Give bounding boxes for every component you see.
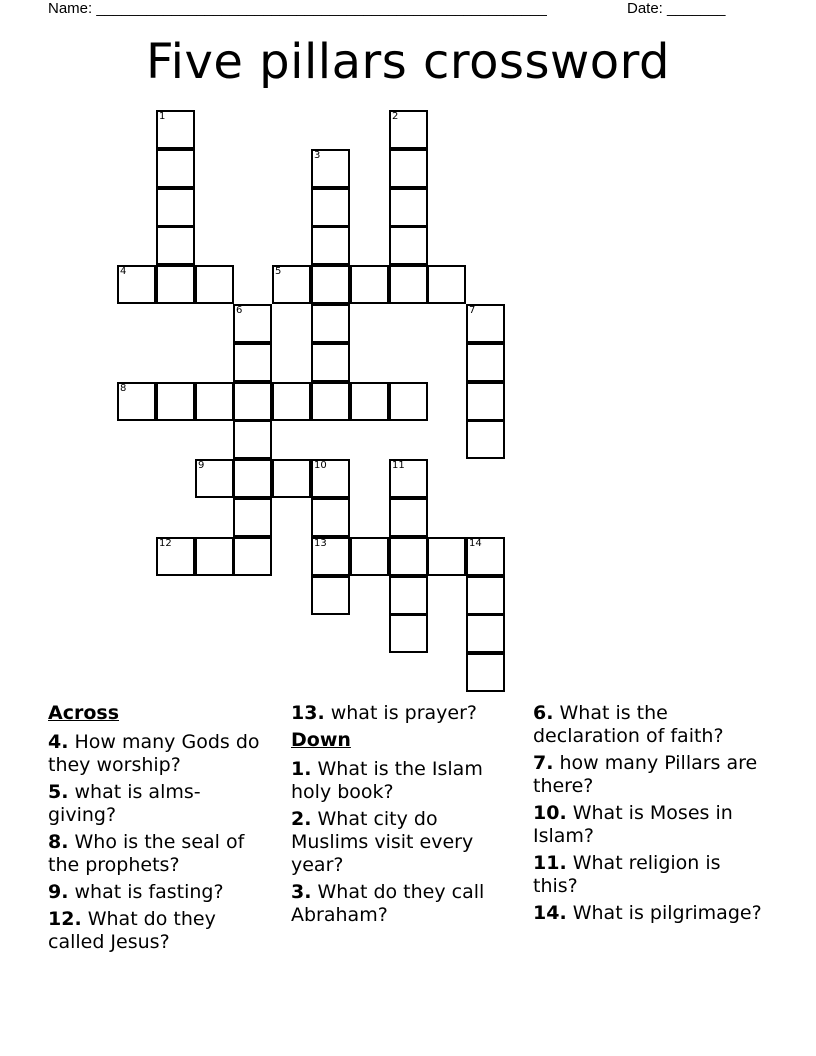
grid-cell[interactable] xyxy=(117,265,156,304)
grid-cell[interactable] xyxy=(350,382,389,421)
cell-number: 5 xyxy=(275,266,282,277)
grid-cell[interactable] xyxy=(427,537,466,576)
grid-cell[interactable] xyxy=(233,382,272,421)
grid-cell[interactable] xyxy=(389,459,428,498)
grid-cell[interactable] xyxy=(466,576,505,615)
grid-cell[interactable] xyxy=(466,420,505,459)
down-clue: 2. What city do Muslims visit every year? xyxy=(291,808,474,876)
grid-cell[interactable] xyxy=(389,614,428,653)
grid-cell[interactable] xyxy=(195,537,234,576)
across-clue: 9. what is fasting? xyxy=(48,881,224,903)
grid-cell[interactable] xyxy=(311,304,350,343)
grid-cell[interactable] xyxy=(389,265,428,304)
clue-column-3 xyxy=(533,702,763,929)
grid-cell[interactable] xyxy=(466,382,505,421)
grid-cell[interactable] xyxy=(195,459,234,498)
down-clue: 1. What is the Islam holy book? xyxy=(291,758,483,803)
grid-cell[interactable] xyxy=(389,576,428,615)
grid-cell[interactable] xyxy=(389,110,428,149)
cell-number: 6 xyxy=(236,305,243,316)
down-clue: 6. What is the declaration of faith? xyxy=(533,702,724,747)
down-clue: 14. What is pilgrimage? xyxy=(533,902,762,924)
grid-cell[interactable] xyxy=(233,459,272,498)
grid-cell[interactable] xyxy=(350,265,389,304)
grid-cell[interactable] xyxy=(389,149,428,188)
clue-column-1 xyxy=(48,702,263,958)
cell-number: 8 xyxy=(120,383,127,394)
cell-number: 13 xyxy=(314,538,327,549)
grid-cell[interactable] xyxy=(466,537,505,576)
grid-cell[interactable] xyxy=(233,537,272,576)
cell-number: 12 xyxy=(159,538,172,549)
grid-cell[interactable] xyxy=(311,382,350,421)
grid-cell[interactable] xyxy=(233,304,272,343)
name-line: Name: ______________________________________________________ xyxy=(48,0,547,17)
grid-cell[interactable] xyxy=(311,343,350,382)
grid-cell[interactable] xyxy=(311,265,350,304)
cell-number: 4 xyxy=(120,266,127,277)
grid-cell[interactable] xyxy=(272,382,311,421)
date-line: Date: _______ xyxy=(627,0,726,17)
down-clue: 7. how many Pillars are there? xyxy=(533,752,758,797)
grid-cell[interactable] xyxy=(389,226,428,265)
grid-cell[interactable] xyxy=(117,382,156,421)
down-heading: Down xyxy=(291,729,351,751)
across-clue: 12. What do they called Jesus? xyxy=(48,908,216,953)
grid-cell[interactable] xyxy=(389,498,428,537)
grid-cell[interactable] xyxy=(466,304,505,343)
cell-number: 2 xyxy=(392,111,399,122)
grid-cell[interactable] xyxy=(311,149,350,188)
grid-cell[interactable] xyxy=(156,110,195,149)
grid-cell[interactable] xyxy=(389,188,428,227)
down-clue: 11. What religion is this? xyxy=(533,852,721,897)
down-clue: 3. What do they call Abraham? xyxy=(291,881,485,926)
across-clue: 13. what is prayer? xyxy=(291,702,477,724)
grid-cell[interactable] xyxy=(156,188,195,227)
grid-cell[interactable] xyxy=(311,459,350,498)
grid-cell[interactable] xyxy=(466,653,505,692)
grid-cell[interactable] xyxy=(389,537,428,576)
grid-cell[interactable] xyxy=(389,382,428,421)
grid-cell[interactable] xyxy=(195,382,234,421)
grid-cell[interactable] xyxy=(156,226,195,265)
down-clue: 10. What is Moses in Islam? xyxy=(533,802,733,847)
across-clue: 4. How many Gods do they worship? xyxy=(48,731,260,776)
grid-cell[interactable] xyxy=(427,265,466,304)
grid-cell[interactable] xyxy=(233,343,272,382)
grid-cell[interactable] xyxy=(311,226,350,265)
cell-number: 11 xyxy=(392,460,405,471)
page-title: Five pillars crossword xyxy=(146,34,670,90)
across-clue: 5. what is alms-giving? xyxy=(48,781,201,826)
across-clue: 8. Who is the seal of the prophets? xyxy=(48,831,245,876)
grid-cell[interactable] xyxy=(233,420,272,459)
grid-cell[interactable] xyxy=(156,382,195,421)
grid-cell[interactable] xyxy=(156,149,195,188)
grid-cell[interactable] xyxy=(350,537,389,576)
cell-number: 10 xyxy=(314,460,327,471)
cell-number: 3 xyxy=(314,150,321,161)
grid-cell[interactable] xyxy=(311,498,350,537)
grid-cell[interactable] xyxy=(466,343,505,382)
grid-cell[interactable] xyxy=(272,459,311,498)
grid-cell[interactable] xyxy=(311,576,350,615)
grid-cell[interactable] xyxy=(156,537,195,576)
across-heading: Across xyxy=(48,702,120,724)
grid-cell[interactable] xyxy=(272,265,311,304)
grid-cell[interactable] xyxy=(466,614,505,653)
grid-cell[interactable] xyxy=(156,265,195,304)
grid-cell[interactable] xyxy=(233,498,272,537)
cell-number: 1 xyxy=(159,111,166,122)
grid-cell[interactable] xyxy=(311,537,350,576)
clue-column-2 xyxy=(291,702,506,931)
cell-number: 14 xyxy=(469,538,482,549)
grid-cell[interactable] xyxy=(311,188,350,227)
cell-number: 9 xyxy=(198,460,205,471)
grid-cell[interactable] xyxy=(195,265,234,304)
cell-number: 7 xyxy=(469,305,476,316)
